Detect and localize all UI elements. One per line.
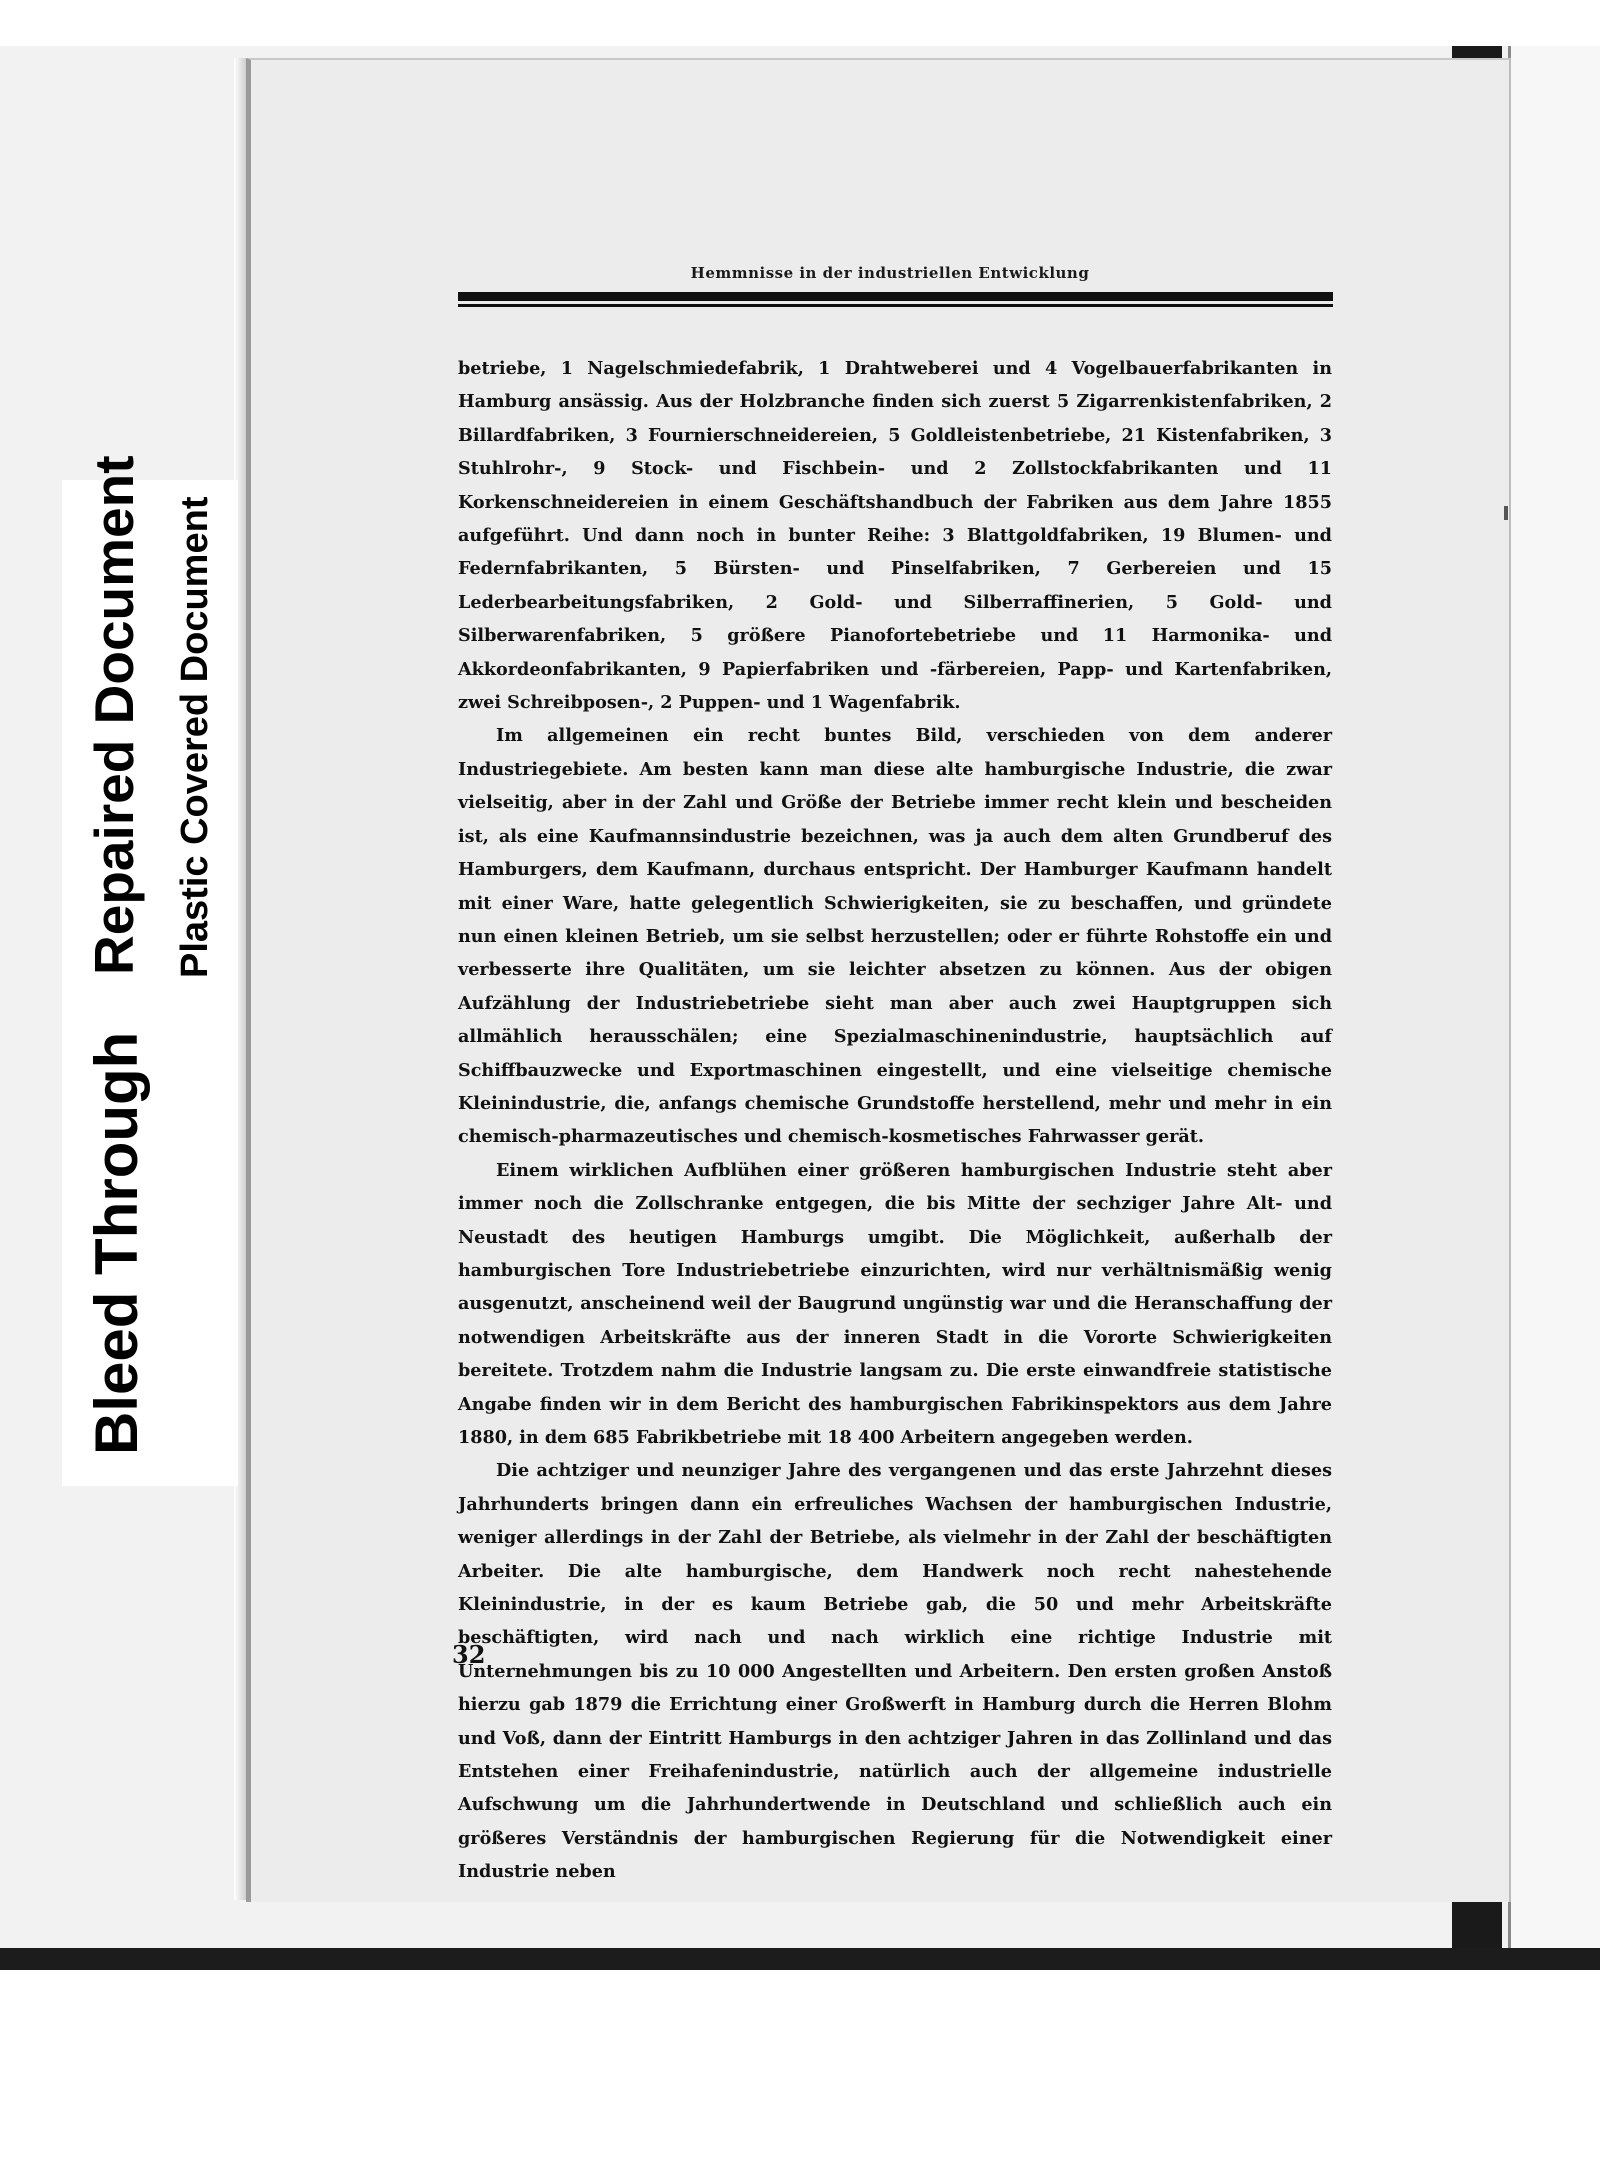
- label-plastic-covered-document: Plastic Covered Document: [174, 496, 216, 978]
- label-bleed-through: Bleed Through: [83, 1031, 150, 1455]
- adjacent-page-edge: [1508, 46, 1600, 1948]
- header-rule-thin: [458, 304, 1333, 307]
- label-repaired-document: Repaired Document: [83, 455, 145, 975]
- scan-edge-bottom-shadow: [1452, 1900, 1502, 1948]
- paragraph-3: Einem wirklichen Aufblühen einer größeren hamburgischen Industrie steht aber immer noch die Zollschranke entgegen, die bis Mitte der sechziger Jahre Alt- und Neustadt des heutigen Hamburgs umgibt. Die Möglichkeit, außerhalb der hamburgischen Tore Industriebetriebe einzurichten, wird nur verhältnismäßig wenig ausgenutzt, anscheinend weil der Baugrund ungünstig war und die Heranschaffung der notwendigen Arbeitskräfte aus der inneren Stadt in die Vororte Schwierigkeiten bereitete. Trotzdem nahm die Industrie langsam zu. Die erste einwandfreie statistische Angabe finden wir in dem Bericht des hamburgischen Fabrikinspektors aus dem Jahre 1880, in dem 685 Fabrikbetriebe mit 18 400 Arbeitern angegeben werden.: [458, 1159, 1332, 1448]
- page-edge-mark: [1504, 506, 1508, 520]
- paragraph-4: Die achtziger und neunziger Jahre des vergangenen und das erste Jahrzehnt dieses Jahrhunderts bringen dann ein erfreuliches Wachsen der hamburgischen Industrie, weniger allerdings in der Zahl der Betriebe, als vielmehr in der Zahl der beschäftigten Arbeiter. Die alte hamburgische, dem Handwerk noch recht nahestehende Kleinindustrie, in der es kaum Betriebe gab, die 50 und mehr Arbeitskräfte beschäftigten, wird nach und nach wirklich eine richtige Industrie mit Unternehmungen bis zu 10 000 Angestellten und Arbeitern. Den ersten großen Anstoß hierzu gab 1879 die Errichtung einer Großwerft in Hamburg durch die Herren Blohm und Voß, dann der Eintritt Hamburgs in den achtziger Jahren in das Zollinland und das Entstehen einer Freihafenindustrie, natürlich auch der allgemeine industrielle Aufschwung um die Jahrhundertwende in Deutschland und schließlich auch ein größeres Verständnis der hamburgischen Regierung für die Notwendigkeit einer Industrie neben: [458, 1460, 1332, 1883]
- body-text: [458, 352, 1332, 1889]
- page-number: 32: [452, 1640, 486, 1669]
- running-head: Hemmnisse in der industriellen Entwicklung: [690, 264, 1090, 282]
- paragraph-1: betriebe, 1 Nagelschmiedefabrik, 1 Drahtweberei und 4 Vogelbauerfabrikanten in Hamburg ansässig. Aus der Holzbranche finden sich zuerst 5 Zigarrenkistenfabriken, 2 Billardfabriken, 3 Fournierschneidereien, 5 Goldleistenbetriebe, 21 Kistenfabriken, 3 Stuhlrohr-, 9 Stock- und Fischbein- und 2 Zollstockfabrikanten und 11 Korkenschneidereien in einem Geschäftshandbuch der Fabriken aus dem Jahre 1855 aufgeführt. Und dann noch in bunter Reihe: 3 Blattgoldfabriken, 19 Blumen- und Federnfabrikanten, 5 Bürsten- und Pinselfabriken, 7 Gerbereien und 15 Lederbearbeitungsfabriken, 2 Gold- und Silberraffinerien, 5 Gold- und Silberwarenfabriken, 5 größere Pianofortebetriebe und 11 Harmonika- und Akkordeonfabrikanten, 9 Papierfabriken und -färbereien, Papp- und Kartenfabriken, zwei Schreibposen-, 2 Puppen- und 1 Wagenfabrik.: [458, 358, 1332, 714]
- scan-bottom-border: [0, 1948, 1600, 1970]
- paragraph-2: Im allgemeinen ein recht buntes Bild, verschieden von dem anderer Industriegebiete. Am besten kann man diese alte hamburgische Industrie, die zwar vielseitig, aber in der Zahl und Größe der Betriebe immer recht klein und bescheiden ist, als eine Kaufmannsindustrie bezeichnen, was ja auch dem alten Grundberuf des Hamburgers, dem Kaufmann, durchaus entspricht. Der Hamburger Kaufmann handelt mit einer Ware, hatte gelegentlich Schwierigkeiten, sie zu beschaffen, und gründete nun einen kleinen Betrieb, um sie selbst herzustellen; oder er führte Rohstoffe ein und verbesserte ihre Qualitäten, um sie leichter absetzen zu können. Aus der obigen Aufzählung der Industriebetriebe sieht man aber auch zwei Hauptgruppen sich allmählich herausschälen; eine Spezialmaschinenindustrie, hauptsächlich auf Schiffbauzwecke und Exportmaschinen eingestellt, und eine vielseitige chemische Kleinindustrie, die, anfangs chemische Grundstoffe herstellend, mehr und mehr in ein chemisch-pharmazeutisches und chemisch-kosmetisches Fahrwasser gerät.: [458, 725, 1332, 1148]
- header-rule-thick: [458, 292, 1333, 301]
